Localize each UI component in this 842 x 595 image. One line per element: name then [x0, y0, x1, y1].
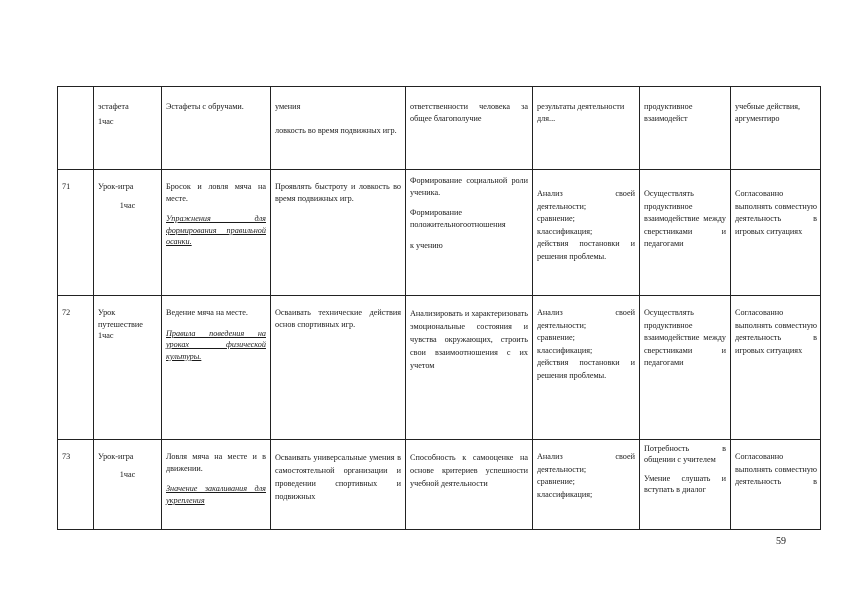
lesson-plan-table [57, 86, 821, 530]
communicative-uud-cell: Осуществлять продуктивное взаимодействие между сверстниками и педагогами [644, 189, 726, 248]
lesson-content-cell: Ведение мяча на месте. Правила поведения на уроках физической культуры. [166, 308, 266, 361]
personal-results-cell: Анализировать и характеризовать эмоциональные состояния и чувства окружающих, строить свои взаимоотношения с их учетом [410, 309, 528, 370]
regulative-uud-cell: учебные действия, аргументиро [735, 102, 801, 123]
row-number-cell: 73 [62, 452, 71, 461]
lesson-type-cell: эстафета 1час [98, 102, 129, 126]
cognitive-uud-cell: Анализ своей деятельности; сравнение; классификация; [537, 452, 635, 499]
regulative-uud-cell: Согласованно выполнять совместную деятельность в игровых ситуациях [735, 308, 817, 355]
cognitive-uud-cell: Анализ своей деятельности; сравнение; классификация; действия постановки и решения проблемы. [537, 308, 635, 380]
regulative-uud-cell: Согласованно выполнять совместную деятельность в игровых ситуациях [735, 189, 817, 236]
row-divider [58, 295, 820, 296]
regulative-uud-cell: Согласованно выполнять совместную деятельность в [735, 452, 817, 486]
communicative-uud-cell: Осуществлять продуктивное взаимодействие между сверстниками и педагогами [644, 308, 726, 367]
row-number-cell [58, 87, 93, 169]
communicative-uud-cell: Потребность в общении с учителем Умение слушать и вступать в диалог [644, 444, 726, 494]
subject-skills-cell: Осваивать технические действия основ спортивных игр. [275, 308, 401, 329]
lesson-content-cell: Бросок и ловля мяча на месте. Упражнения для формирования правильной осанки. [166, 182, 266, 246]
lesson-type-cell: Урок путешествие 1час [98, 308, 143, 340]
personal-results-cell: ответственности человека за общее благополучие [410, 102, 528, 123]
subject-skills-cell: умения ловкость во время подвижных игр. [275, 102, 397, 135]
lesson-type-cell: Урок-игра 1час [98, 182, 136, 210]
row-number-cell: 72 [62, 308, 71, 317]
communicative-uud-cell: продуктивное взаимодейст [644, 102, 693, 123]
subject-skills-cell: Проявлять быстроту и ловкость во время подвижных игр. [275, 182, 401, 203]
lesson-type-cell: Урок-игра 1час [98, 452, 136, 479]
lesson-content-cell: Ловля мяча на месте и в движении. Значение закаливания для укрепления [166, 452, 266, 505]
subject-skills-cell: Осваивать универсальные умения в самостоятельной организации и проведении спортивных и подвижных [275, 453, 401, 501]
row-number-cell: 71 [62, 182, 71, 191]
page-number: 59 [776, 536, 786, 547]
personal-results-cell: Формирование социальной роли ученика. Формирование положительногоотношения к учению [410, 176, 528, 250]
cognitive-uud-cell: Анализ своей деятельности; сравнение; классификация; действия постановки и решения проблемы. [537, 189, 635, 261]
personal-results-cell: Способность к самооценке на основе критериев успешности учебной деятельности [410, 453, 528, 488]
lesson-content-cell: Эстафеты с обручами. [166, 102, 244, 111]
cognitive-uud-cell: результаты деятельности для... [537, 102, 625, 123]
